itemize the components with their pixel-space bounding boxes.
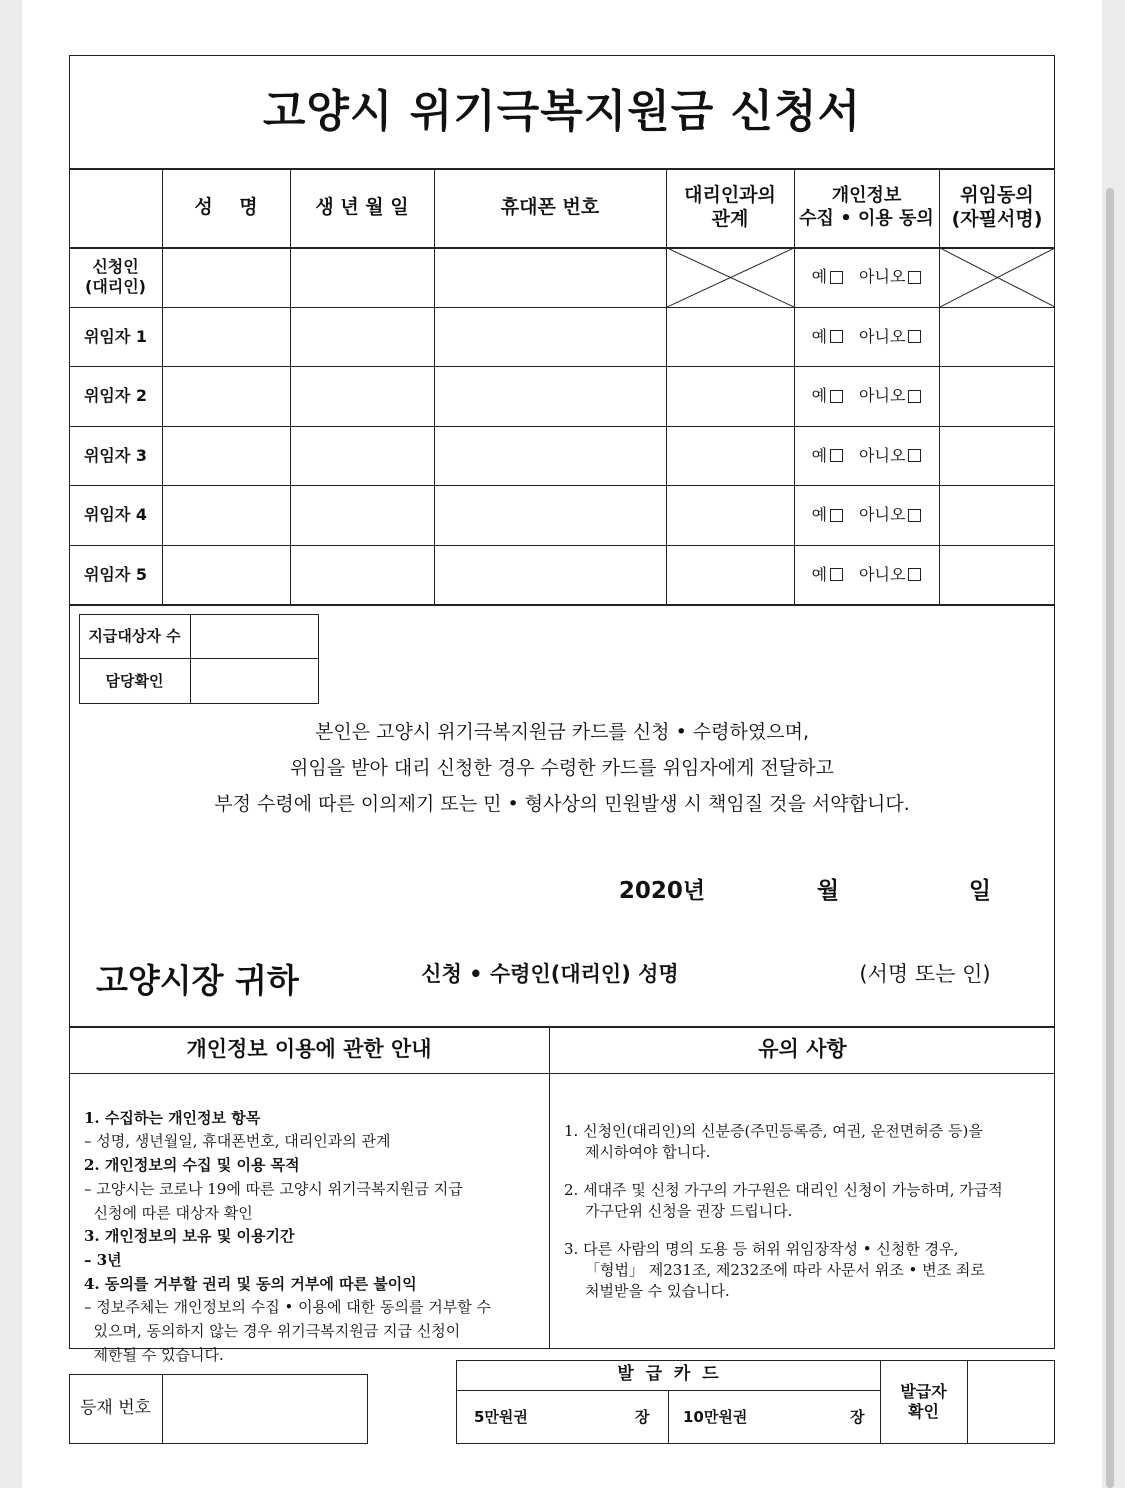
card-5man-label: 5만원권 — [474, 1408, 528, 1426]
date-year: 2020년 — [618, 878, 706, 904]
col-header-relation-line1: 대리인과의 — [684, 183, 776, 206]
privacy-notice-line: 있으며, 동의하지 않는 경우 위기극복지원금 지급 신청이 — [84, 1322, 461, 1341]
notes-line: 제시하여야 합니다. — [585, 1143, 711, 1161]
col-header-privacy-line2: 수집 • 이용 동의 — [799, 207, 934, 229]
col-header-delegation-line2: (자필서명) — [951, 207, 1043, 230]
notice-header-line — [69, 1073, 1055, 1074]
consent-yes-label: 예 — [811, 445, 828, 465]
privacy-notice-line: 1. 수집하는 개인정보 항목 — [84, 1108, 261, 1127]
col-header-relation-line2: 관계 — [711, 207, 749, 230]
privacy-notice-title: 개인정보 이용에 관한 안내 — [186, 1037, 432, 1062]
col-header-birthdate: 생 년 월 일 — [315, 195, 409, 218]
row-label-delegator-5: 위임자 5 — [83, 564, 148, 584]
row-label-delegator-1: 위임자 1 — [83, 326, 148, 346]
row-label-applicant-line2: (대리인) — [85, 277, 146, 296]
row-label-delegator-2: 위임자 2 — [83, 386, 148, 405]
registration-number-label: 등재 번호 — [79, 1398, 152, 1419]
privacy-notice-line: 신청에 따른 대상자 확인 — [84, 1203, 253, 1222]
officer-confirm-field[interactable] — [191, 659, 317, 703]
issuer-confirm-field[interactable] — [968, 1361, 1054, 1443]
consent-no-label: 아니오 — [859, 445, 906, 465]
card-10man-label: 10만원권 — [683, 1408, 748, 1426]
row-label-delegator-4: 위임자 4 — [83, 505, 148, 524]
recipients-count-label: 지급대상자 수 — [88, 626, 181, 645]
notes-item-3 — [564, 1239, 1050, 1302]
consent-yes-label: 예 — [811, 326, 828, 346]
date-month: 월 — [816, 878, 840, 904]
privacy-notice-line: – 고양시는 코로나 19에 따른 고양시 위기극복지원금 지급 — [84, 1179, 463, 1198]
recipients-count-field[interactable] — [191, 615, 317, 658]
privacy-notice-line: 제한될 수 있습니다. — [84, 1345, 224, 1364]
pledge-line: 본인은 고양시 위기극복지원금 카드를 신청 • 수령하였으며, — [315, 721, 809, 744]
privacy-notice-line: – 정보주체는 개인정보의 수집 • 이용에 대한 동의를 거부할 수 — [84, 1298, 492, 1317]
consent-checkboxes[interactable] — [794, 366, 939, 426]
consent-no-label: 아니오 — [859, 326, 906, 346]
privacy-notice-line: 2. 개인정보의 수집 및 이용 목적 — [84, 1156, 300, 1175]
consent-checkboxes[interactable] — [794, 426, 939, 485]
col-header-privacy-consent — [794, 168, 939, 247]
notes-item-1 — [564, 1121, 1050, 1163]
consent-no-label: 아니오 — [859, 267, 906, 286]
notes-body — [564, 1121, 1050, 1302]
consent-yes-checkbox[interactable] — [830, 271, 843, 284]
consent-yes-label: 예 — [811, 505, 828, 524]
col-header-privacy-line1: 개인정보 — [831, 185, 902, 206]
consent-no-label: 아니오 — [859, 564, 906, 584]
col-header-phone: 휴대폰 번호 — [500, 195, 600, 218]
notes-line: 「형법」 제231조, 제232조에 따라 사문서 위조 • 변조 죄로 — [585, 1261, 985, 1279]
privacy-notice-line: – 3년 — [84, 1250, 122, 1269]
consent-no-label: 아니오 — [859, 386, 906, 405]
row-label-applicant-line1: 신청인 — [92, 257, 139, 276]
consent-no-checkbox[interactable] — [908, 271, 921, 284]
cross-out-mark — [940, 248, 1055, 307]
col-header-delegation-line1: 위임동의 — [960, 183, 1034, 206]
consent-checkboxes[interactable] — [794, 485, 939, 545]
consent-checkboxes[interactable] — [794, 545, 939, 604]
date-day: 일 — [968, 878, 992, 904]
notes-line: 처벌받을 수 있습니다. — [585, 1282, 730, 1300]
consent-yes-label: 예 — [811, 267, 828, 286]
consent-yes-checkbox[interactable] — [830, 509, 843, 522]
col-header-name: 성 명 — [194, 195, 258, 218]
form-title: 고양시 위기극복지원금 신청서 — [262, 86, 862, 137]
consent-checkboxes[interactable] — [794, 307, 939, 366]
registration-number-field[interactable] — [163, 1375, 366, 1443]
issuer-confirm-line2: 확인 — [908, 1402, 939, 1421]
issuer-confirm-line1: 발급자 — [900, 1382, 947, 1401]
consent-no-checkbox[interactable] — [908, 568, 921, 581]
notes-line: 1. 신청인(대리인)의 신분증(주민등록증, 여권, 운전면허증 등)을 — [564, 1122, 983, 1140]
consent-yes-label: 예 — [811, 564, 828, 584]
privacy-notice-line: – 성명, 생년월일, 휴대폰번호, 대리인과의 관계 — [84, 1132, 391, 1151]
notes-title: 유의 사항 — [758, 1037, 847, 1062]
row-label-delegator-3: 위임자 3 — [83, 445, 148, 465]
addressee: 고양시장 귀하 — [96, 961, 299, 1000]
notes-line: 3. 다른 사람의 명의 도용 등 허위 위임장작성 • 신청한 경우, — [564, 1240, 959, 1258]
officer-confirm-label: 담당확인 — [105, 672, 164, 691]
notes-line: 가구단위 신청을 권장 드립니다. — [585, 1202, 793, 1220]
consent-no-checkbox[interactable] — [908, 330, 921, 343]
privacy-notice-body — [84, 1083, 544, 1391]
consent-yes-checkbox[interactable] — [830, 568, 843, 581]
consent-no-label: 아니오 — [859, 505, 906, 524]
scrollbar[interactable] — [1106, 188, 1114, 1488]
consent-no-checkbox[interactable] — [908, 449, 921, 462]
table-bottom-line — [69, 604, 1055, 606]
notes-item-2 — [564, 1180, 1050, 1222]
notice-divider — [549, 1026, 550, 1349]
cross-out-mark — [667, 248, 794, 307]
consent-no-checkbox[interactable] — [908, 390, 921, 403]
consent-yes-checkbox[interactable] — [830, 449, 843, 462]
card-5man-unit: 장 — [635, 1408, 650, 1426]
privacy-notice-line: 4. 동의를 거부할 권리 및 동의 거부에 따른 불이익 — [84, 1274, 417, 1293]
pledge-line: 부정 수령에 따른 이의제기 또는 민 • 형사상의 민원발생 시 책임질 것을 서약합니다. — [214, 793, 910, 816]
privacy-notice-line: 3. 개인정보의 보유 및 이용기간 — [84, 1227, 295, 1246]
sign-hint: (서명 또는 인) — [859, 962, 991, 986]
consent-yes-checkbox[interactable] — [830, 390, 843, 403]
consent-yes-checkbox[interactable] — [830, 330, 843, 343]
issuer-confirm-label — [880, 1360, 967, 1444]
consent-no-checkbox[interactable] — [908, 509, 921, 522]
notes-line: 2. 세대주 및 신청 가구의 가구원은 대리인 신청이 가능하며, 가급적 — [564, 1181, 1003, 1199]
col-header-delegation — [939, 168, 1055, 247]
consent-yes-label: 예 — [811, 386, 828, 405]
pledge-line: 위임을 받아 대리 신청한 경우 수령한 카드를 위임자에게 전달하고 — [290, 757, 834, 780]
col-header-relation — [666, 168, 794, 247]
issued-card-title: 발 급 카 드 — [617, 1364, 719, 1385]
card-10man-unit: 장 — [850, 1408, 865, 1426]
signer-label: 신청 • 수령인(대리인) 성명 — [421, 962, 679, 986]
consent-checkboxes[interactable] — [794, 247, 939, 307]
issued-card-divider — [668, 1390, 669, 1444]
row-label-applicant — [69, 247, 162, 307]
